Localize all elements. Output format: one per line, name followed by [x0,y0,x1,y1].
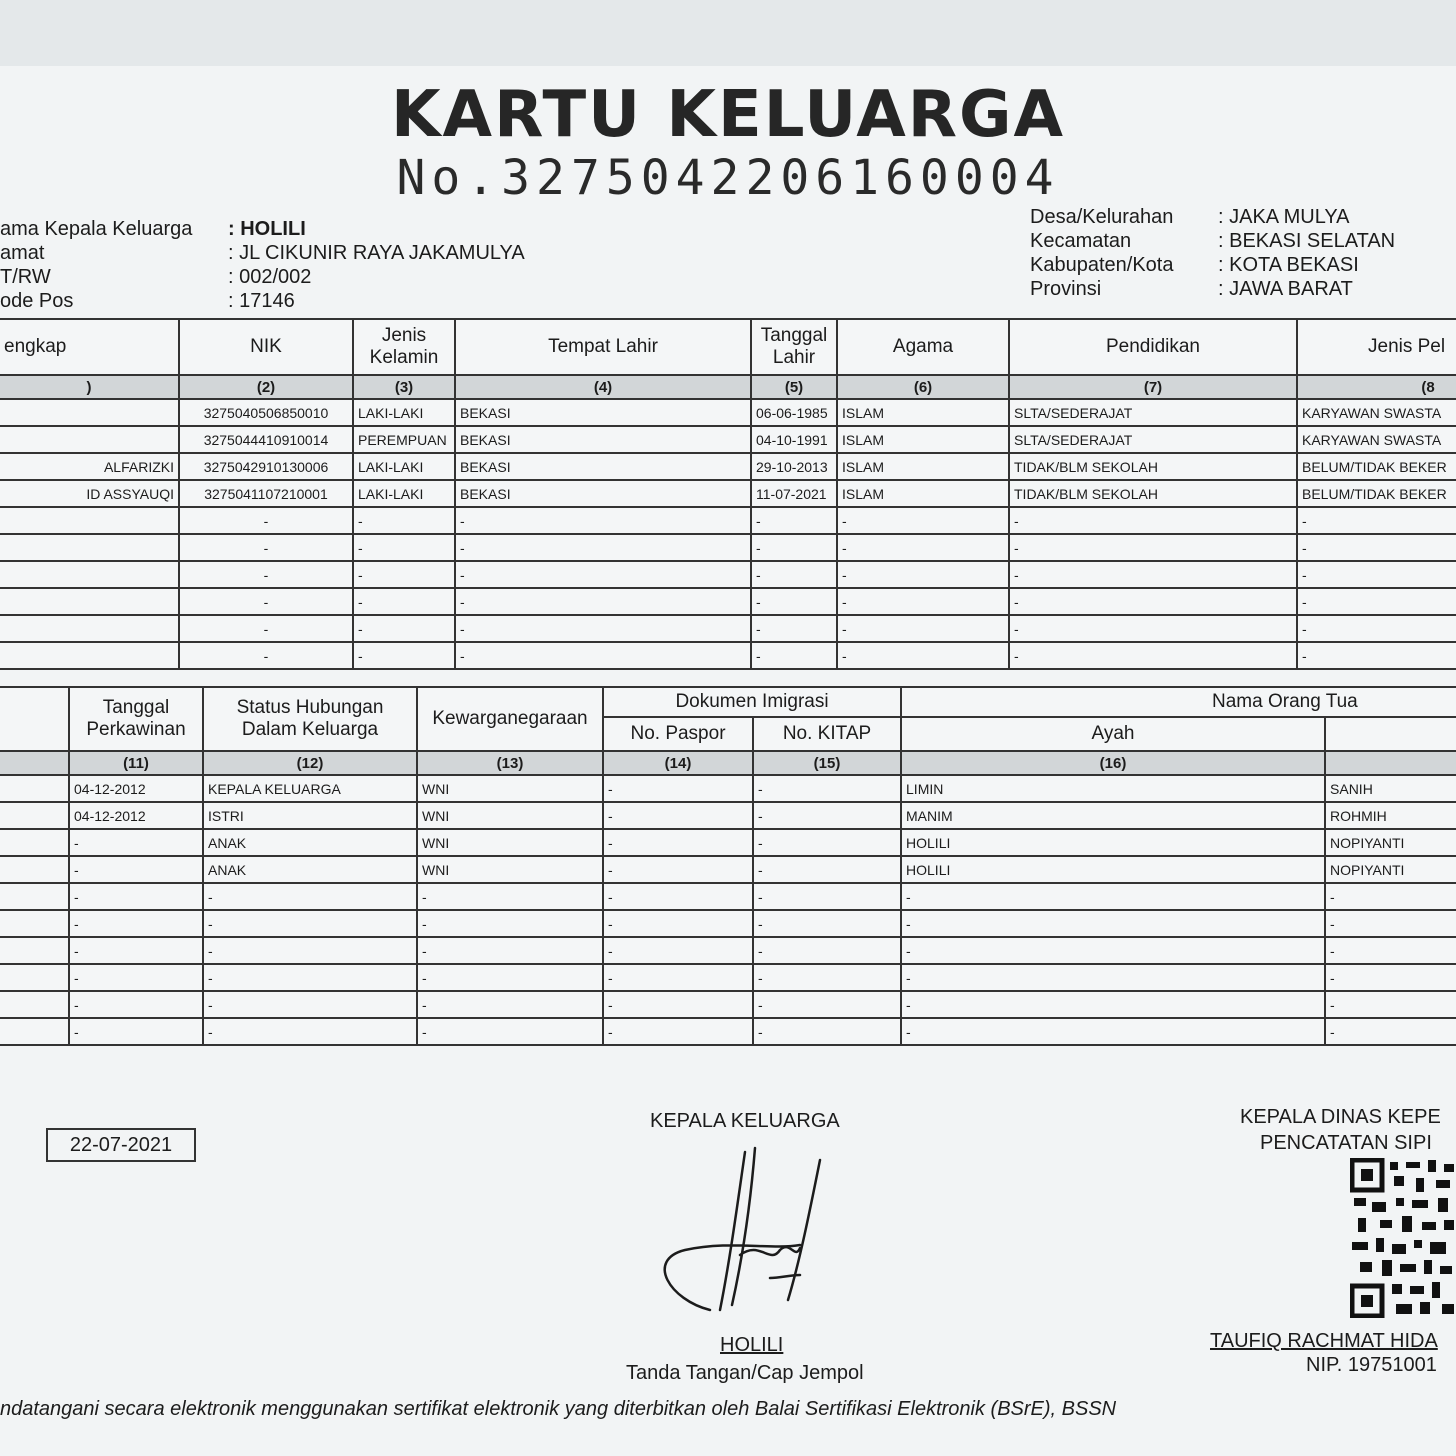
cell-nik: - [179,561,353,588]
signature-image [650,1140,840,1330]
cell-tempat-lahir: BEKASI [455,453,751,480]
cell-ibu: NOPIYANTI [1325,856,1456,883]
cell-tempat-lahir: - [455,507,751,534]
cell-jenis-kelamin: - [353,534,455,561]
cell-nik: - [179,588,353,615]
column-number: (15) [753,751,901,775]
cell-nik: - [179,534,353,561]
cell-status-hubungan: - [203,964,417,991]
cell-jenis-pekerjaan: BELUM/TIDAK BEKER [1297,480,1456,507]
table-row [0,775,1456,802]
cell-nik: 3275040506850010 [179,399,353,426]
cell-jenis-kelamin: PEREMPUAN [353,426,455,453]
cell-tanggal-perkawinan: - [69,1018,203,1045]
cell-tanggal-perkawinan: - [69,964,203,991]
cell-no-paspor: - [603,1018,753,1045]
column-number: (11) [69,751,203,775]
cell-ibu: - [1325,991,1456,1018]
column-number: (6) [837,375,1009,399]
cell-kewarganegaraan: WNI [417,829,603,856]
members-table-wrapper [0,318,1456,678]
header-blank [0,687,69,751]
cell-tanggal-lahir: - [751,615,837,642]
cell-no-kitap: - [753,937,901,964]
header-jenis-pekerjaan: Jenis Pel [1297,319,1456,375]
header-no-kitap: No. KITAP [753,717,901,751]
cell-ayah: - [901,991,1325,1018]
cell-status-hubungan: - [203,937,417,964]
cell-pendidikan: TIDAK/BLM SEKOLAH [1009,480,1297,507]
info-label: amat [0,242,45,264]
cell-no-paspor: - [603,964,753,991]
header-kewarganegaraan: Kewarganegaraan [417,687,603,751]
cell-jenis-pekerjaan: - [1297,507,1456,534]
cell-jenis-pekerjaan: - [1297,642,1456,669]
cell-no-kitap: - [753,1018,901,1045]
info-value: : JL CIKUNIR RAYA JAKAMULYA [228,242,525,264]
cell-ayah: HOLILI [901,829,1325,856]
cell-no-paspor: - [603,829,753,856]
cell-jenis-pekerjaan: KARYAWAN SWASTA [1297,426,1456,453]
info-value: : 17146 [228,290,295,312]
cell-jenis-kelamin: LAKI-LAKI [353,399,455,426]
column-number: (12) [203,751,417,775]
cell-ibu: - [1325,883,1456,910]
cell-nama-lengkap [0,615,179,642]
cell-no-paspor: - [603,856,753,883]
cell-ibu: - [1325,964,1456,991]
dinas-title-line2: PENCATATAN SIPI [1260,1132,1432,1154]
cell-jenis-kelamin: - [353,642,455,669]
cell-nama-lengkap [0,534,179,561]
cell-jenis-kelamin: LAKI-LAKI [353,480,455,507]
header-status-hubungan: Status Hubungan Dalam Keluarga [203,687,417,751]
cell-nik: - [179,642,353,669]
header-tanggal-lahir: Tanggal Lahir [751,319,837,375]
members-table [0,318,1456,670]
cell-ayah: HOLILI [901,856,1325,883]
cell-no-kitap: - [753,802,901,829]
cell-agama: - [837,588,1009,615]
official-nip: NIP. 19751001 [1306,1354,1437,1376]
cell-tanggal-lahir: - [751,588,837,615]
table-row [0,910,1456,937]
cell-jenis-kelamin: - [353,588,455,615]
cell-no-paspor: - [603,937,753,964]
cell-tempat-lahir: BEKASI [455,399,751,426]
table-header-row [0,687,1456,717]
cell-blank [0,1018,69,1045]
table-row [0,642,1456,669]
cell-pendidikan: SLTA/SEDERAJAT [1009,426,1297,453]
document-title: KARTU KELUARGA [390,78,1066,152]
header-nama-orang-tua: Nama Orang Tua [901,687,1456,717]
cell-ayah: LIMIN [901,775,1325,802]
cell-pendidikan: - [1009,615,1297,642]
column-number: (4) [455,375,751,399]
table-row [0,829,1456,856]
cell-nik: 3275044410910014 [179,426,353,453]
cell-status-hubungan: - [203,883,417,910]
table-row [0,991,1456,1018]
issue-date: 22-07-2021 [46,1128,196,1162]
header-tempat-lahir: Tempat Lahir [455,319,751,375]
esign-note: ndatangani secara elektronik menggunakan sertifikat elektronik yang diterbitkan oleh Balai Sertifikasi Elektronik (BSrE), BSSN [0,1398,1117,1420]
cell-pendidikan: TIDAK/BLM SEKOLAH [1009,453,1297,480]
cell-jenis-pekerjaan: BELUM/TIDAK BEKER [1297,453,1456,480]
cell-no-paspor: - [603,775,753,802]
header-jenis-kelamin: Jenis Kelamin [353,319,455,375]
cell-nik: - [179,507,353,534]
cell-kewarganegaraan: WNI [417,775,603,802]
cell-no-kitap: - [753,964,901,991]
kepala-keluarga-label: KEPALA KELUARGA [650,1110,840,1132]
cell-no-kitap: - [753,910,901,937]
cell-blank [0,991,69,1018]
table-row [0,534,1456,561]
table-row [0,937,1456,964]
info-value: : BEKASI SELATAN [1218,230,1396,252]
column-number-row [0,375,1456,399]
table-row [0,856,1456,883]
cell-nama-lengkap: ALFARIZKI [0,453,179,480]
cell-tanggal-lahir: 29-10-2013 [751,453,837,480]
cell-tanggal-lahir: - [751,642,837,669]
table-row [0,561,1456,588]
dinas-title-line1: KEPALA DINAS KEPE [1240,1106,1441,1128]
header-no-paspor: No. Paspor [603,717,753,751]
cell-nik: - [179,615,353,642]
info-label: ode Pos [0,290,74,312]
cell-agama: ISLAM [837,480,1009,507]
column-number: (8 [1297,375,1456,399]
cell-agama: - [837,615,1009,642]
table-row [0,883,1456,910]
cell-ibu: NOPIYANTI [1325,829,1456,856]
official-name: TAUFIQ RACHMAT HIDA [1210,1330,1438,1352]
cell-tanggal-lahir: - [751,561,837,588]
cell-jenis-kelamin: - [353,615,455,642]
cell-agama: ISLAM [837,453,1009,480]
cell-tanggal-perkawinan: - [69,829,203,856]
cell-blank [0,910,69,937]
info-label: Desa/Kelurahan [1030,206,1174,228]
cell-nama-lengkap [0,588,179,615]
cell-tempat-lahir: - [455,534,751,561]
cell-blank [0,856,69,883]
info-label: T/RW [0,266,51,288]
cell-tanggal-lahir: 11-07-2021 [751,480,837,507]
cell-no-paspor: - [603,991,753,1018]
cell-kewarganegaraan: WNI [417,856,603,883]
cell-tanggal-lahir: - [751,507,837,534]
table-row [0,615,1456,642]
cell-kewarganegaraan: WNI [417,802,603,829]
cell-ibu: - [1325,1018,1456,1045]
table-row [0,964,1456,991]
cell-ayah: - [901,964,1325,991]
column-number: (2) [179,375,353,399]
header-ibu [1325,717,1456,751]
cell-pendidikan: - [1009,561,1297,588]
cell-tanggal-perkawinan: - [69,937,203,964]
cell-kewarganegaraan: - [417,1018,603,1045]
header-tanggal-perkawinan: Tanggal Perkawinan [69,687,203,751]
cell-nama-lengkap [0,642,179,669]
cell-tanggal-perkawinan: - [69,910,203,937]
cell-blank [0,775,69,802]
cell-pendidikan: - [1009,588,1297,615]
cell-no-kitap: - [753,775,901,802]
header-dokumen-imigrasi: Dokumen Imigrasi [603,687,901,717]
cell-ayah: MANIM [901,802,1325,829]
info-label: Provinsi [1030,278,1102,300]
cell-nama-lengkap [0,426,179,453]
cell-nama-lengkap: ID ASSYAUQI [0,480,179,507]
cell-agama: - [837,561,1009,588]
cell-tanggal-lahir: - [751,534,837,561]
column-number: (5) [751,375,837,399]
header-ayah: Ayah [901,717,1325,751]
status-table-wrapper [0,686,1456,1066]
info-value: : JAWA BARAT [1218,278,1353,300]
table-row [0,507,1456,534]
cell-ibu: - [1325,910,1456,937]
cell-agama: ISLAM [837,426,1009,453]
cell-ayah: - [901,1018,1325,1045]
cell-blank [0,883,69,910]
cell-pendidikan: - [1009,642,1297,669]
column-number: (16) [901,751,1325,775]
cell-tanggal-lahir: 06-06-1985 [751,399,837,426]
cell-ayah: - [901,883,1325,910]
cell-no-kitap: - [753,991,901,1018]
cell-no-paspor: - [603,883,753,910]
column-number: (13) [417,751,603,775]
cell-ayah: - [901,910,1325,937]
info-label: ama Kepala Keluarga [0,218,193,240]
column-number-row [0,751,1456,775]
cell-jenis-pekerjaan: KARYAWAN SWASTA [1297,399,1456,426]
cell-nama-lengkap [0,507,179,534]
column-number: (3) [353,375,455,399]
cell-jenis-pekerjaan: - [1297,615,1456,642]
cell-tempat-lahir: - [455,561,751,588]
column-number: (14) [603,751,753,775]
cell-pendidikan: SLTA/SEDERAJAT [1009,399,1297,426]
info-label: Kabupaten/Kota [1030,254,1174,276]
cell-kewarganegaraan: - [417,883,603,910]
cell-blank [0,802,69,829]
cell-status-hubungan: - [203,910,417,937]
cell-blank [0,937,69,964]
info-value: : HOLILI [228,218,306,240]
column-number: (7) [1009,375,1297,399]
kepala-keluarga-name: HOLILI [720,1334,784,1356]
cell-no-kitap: - [753,883,901,910]
cell-jenis-kelamin: - [353,507,455,534]
cell-nama-lengkap [0,561,179,588]
table-row [0,453,1456,480]
info-value: : JAKA MULYA [1218,206,1350,228]
cell-status-hubungan: KEPALA KELUARGA [203,775,417,802]
cell-ibu: ROHMIH [1325,802,1456,829]
cell-tempat-lahir: BEKASI [455,426,751,453]
info-value: : KOTA BEKASI [1218,254,1359,276]
cell-ibu: - [1325,937,1456,964]
header-pendidikan: Pendidikan [1009,319,1297,375]
cell-agama: ISLAM [837,399,1009,426]
cell-status-hubungan: - [203,991,417,1018]
table-row [0,1018,1456,1045]
table-row [0,426,1456,453]
cell-tanggal-perkawinan: 04-12-2012 [69,802,203,829]
header-nik: NIK [179,319,353,375]
cell-jenis-pekerjaan: - [1297,534,1456,561]
cell-kewarganegaraan: - [417,964,603,991]
cell-agama: - [837,507,1009,534]
signature-caption: Tanda Tangan/Cap Jempol [626,1362,864,1384]
cell-jenis-kelamin: LAKI-LAKI [353,453,455,480]
cell-agama: - [837,534,1009,561]
cell-tanggal-perkawinan: 04-12-2012 [69,775,203,802]
info-label: Kecamatan [1030,230,1132,252]
cell-blank [0,829,69,856]
table-header-row [0,319,1456,375]
cell-tempat-lahir: - [455,642,751,669]
cell-kewarganegaraan: - [417,991,603,1018]
column-number [1325,751,1456,775]
cell-pendidikan: - [1009,507,1297,534]
cell-tanggal-lahir: 04-10-1991 [751,426,837,453]
table-row [0,802,1456,829]
cell-tempat-lahir: BEKASI [455,480,751,507]
family-card-number: No.3275042206160004 [396,150,1060,206]
cell-ibu: SANIH [1325,775,1456,802]
table-row [0,480,1456,507]
cell-no-paspor: - [603,910,753,937]
cell-status-hubungan: ANAK [203,829,417,856]
table-row [0,399,1456,426]
cell-no-kitap: - [753,829,901,856]
cell-tanggal-perkawinan: - [69,856,203,883]
cell-kewarganegaraan: - [417,910,603,937]
column-number: ) [0,375,179,399]
cell-kewarganegaraan: - [417,937,603,964]
cell-tanggal-perkawinan: - [69,991,203,1018]
cell-tempat-lahir: - [455,615,751,642]
cell-tempat-lahir: - [455,588,751,615]
cell-status-hubungan: ISTRI [203,802,417,829]
header-agama: Agama [837,319,1009,375]
cell-jenis-pekerjaan: - [1297,561,1456,588]
cell-no-paspor: - [603,802,753,829]
cell-status-hubungan: ANAK [203,856,417,883]
qr-code-image [1350,1158,1456,1318]
cell-nik: 3275041107210001 [179,480,353,507]
cell-status-hubungan: - [203,1018,417,1045]
cell-pendidikan: - [1009,534,1297,561]
header-nama-lengkap: engkap [0,319,179,375]
cell-tanggal-perkawinan: - [69,883,203,910]
info-value: : 002/002 [228,266,312,288]
cell-jenis-kelamin: - [353,561,455,588]
cell-no-kitap: - [753,856,901,883]
table-row [0,588,1456,615]
cell-nama-lengkap [0,399,179,426]
cell-ayah: - [901,937,1325,964]
cell-agama: - [837,642,1009,669]
column-number [0,751,69,775]
status-table [0,686,1456,1046]
cell-jenis-pekerjaan: - [1297,588,1456,615]
cell-nik: 3275042910130006 [179,453,353,480]
cell-blank [0,964,69,991]
